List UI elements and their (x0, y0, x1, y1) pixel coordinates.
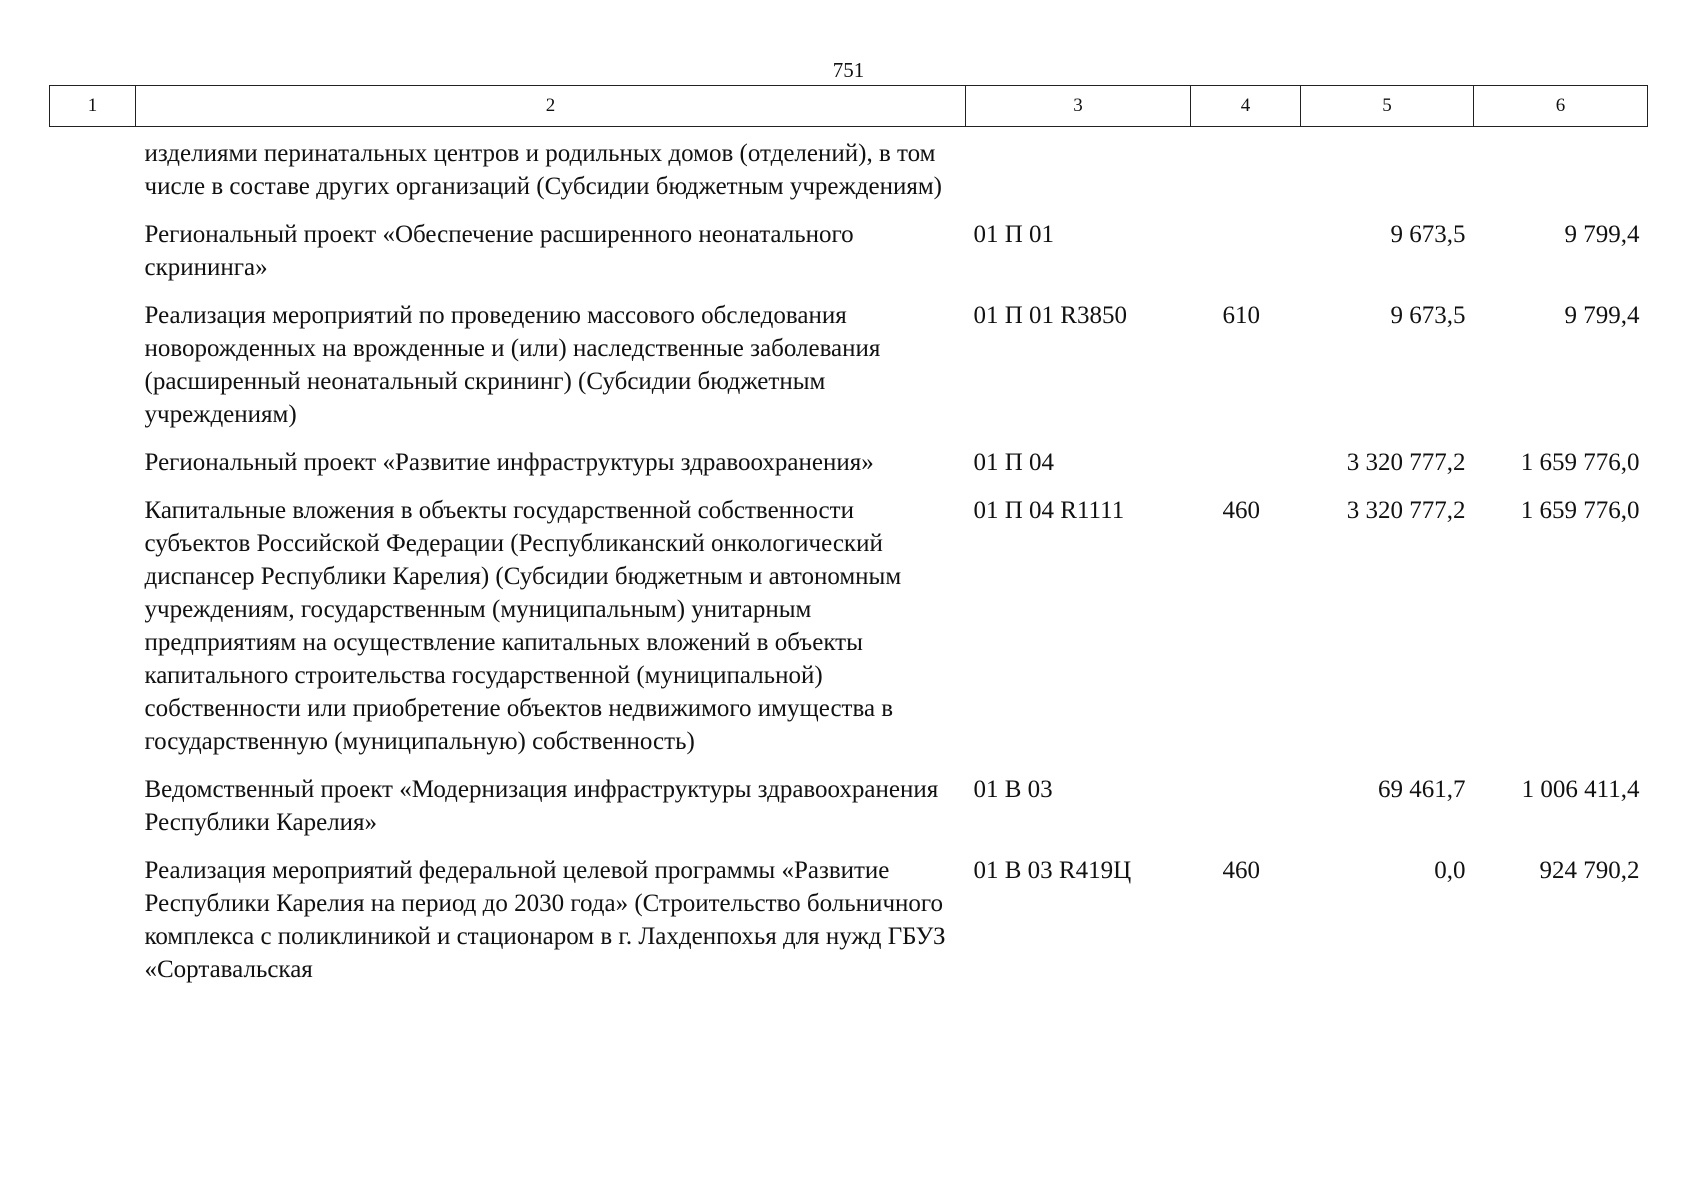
item-name: Региональный проект «Развитие инфраструктуры здравоохранения» (144, 449, 874, 476)
target-code: 01 П 01 (973, 221, 1055, 248)
table-row (50, 218, 1648, 299)
column-header-3: 3 (966, 86, 1191, 127)
table-row (50, 446, 1648, 494)
table-row (50, 299, 1648, 446)
budget-table (49, 85, 1648, 1001)
expense-type (1191, 127, 1301, 219)
amount-col5: 9 673,5 (1390, 221, 1466, 248)
target-code (966, 127, 1191, 219)
row-index-cell (50, 299, 136, 446)
column-header-5: 5 (1301, 86, 1474, 127)
column-header-1: 1 (50, 86, 136, 127)
table-row (50, 773, 1648, 854)
expense-type: 460 (1222, 857, 1260, 884)
row-index-cell (50, 127, 136, 219)
row-index-cell (50, 854, 136, 1001)
expense-type: 460 (1222, 497, 1260, 524)
amount-col5: 3 320 777,2 (1346, 449, 1466, 476)
expense-type (1191, 218, 1301, 299)
table-row (50, 127, 1648, 219)
column-header-6: 6 (1474, 86, 1648, 127)
item-name: Реализация мероприятий по проведению массового обследования новорожденных на врожденные и (или) наследственные заболевания (расширенный неонатальный скрининг) (Субсидии бюджетным учреждениям) (144, 302, 881, 428)
item-name: Ведомственный проект «Модернизация инфраструктуры здравоохранения Республики Карелия» (144, 776, 939, 836)
row-index-cell (50, 494, 136, 773)
target-code: 01 П 04 R1111 (973, 497, 1125, 524)
item-name: Реализация мероприятий федеральной целевой программы «Развитие Республики Карелия на период до 2030 года» (Строительство больничного комплекса с поликлиникой и стационаром в г. Лахденпохья для нужд ГБУЗ «Сортавальская (144, 857, 946, 983)
column-header-4: 4 (1191, 86, 1301, 127)
amount-col6: 924 790,2 (1539, 857, 1640, 884)
row-index-cell (50, 218, 136, 299)
row-index-cell (50, 446, 136, 494)
amount-col5: 0,0 (1434, 857, 1466, 884)
amount-col6: 9 799,4 (1564, 221, 1640, 248)
target-code: 01 В 03 (973, 776, 1053, 803)
target-code: 01 В 03 R419Ц (973, 857, 1132, 884)
table-header-row (50, 86, 1648, 127)
item-name: Капитальные вложения в объекты государственной собственности субъектов Российской Федерации (Республиканский онкологический диспансер Республики Карелия) (Субсидии бюджетным и автономным учреждениям, государственным (муниципальным) унитарным предприятиям на осуществление капитальных вложений в объекты капитального строительства государственной (муниципальной) собственности или приобретение объектов недвижимого имущества в государственную (муниципальную) собственность) (144, 497, 902, 755)
item-name: Региональный проект «Обеспечение расширенного неонатального скрининга» (144, 221, 854, 281)
column-header-2: 2 (136, 86, 966, 127)
expense-type: 610 (1222, 302, 1260, 329)
page-number: 751 (832, 58, 865, 82)
item-name: изделиями перинатальных центров и родильных домов (отделений), в том числе в составе других организаций (Субсидии бюджетным учреждениям) (144, 140, 942, 200)
target-code: 01 П 04 (973, 449, 1055, 476)
amount-col6: 9 799,4 (1564, 302, 1640, 329)
amount-col6 (1474, 127, 1648, 219)
amount-col6: 1 659 776,0 (1520, 449, 1640, 476)
target-code: 01 П 01 R3850 (973, 302, 1127, 329)
table-row (50, 494, 1648, 773)
expense-type (1191, 773, 1301, 854)
row-index-cell (50, 773, 136, 854)
amount-col5: 69 461,7 (1378, 776, 1466, 803)
amount-col6: 1 659 776,0 (1520, 497, 1640, 524)
amount-col6: 1 006 411,4 (1521, 776, 1640, 803)
amount-col5 (1301, 127, 1474, 219)
amount-col5: 3 320 777,2 (1346, 497, 1466, 524)
expense-type (1191, 446, 1301, 494)
table-row (50, 854, 1648, 1001)
amount-col5: 9 673,5 (1390, 302, 1466, 329)
